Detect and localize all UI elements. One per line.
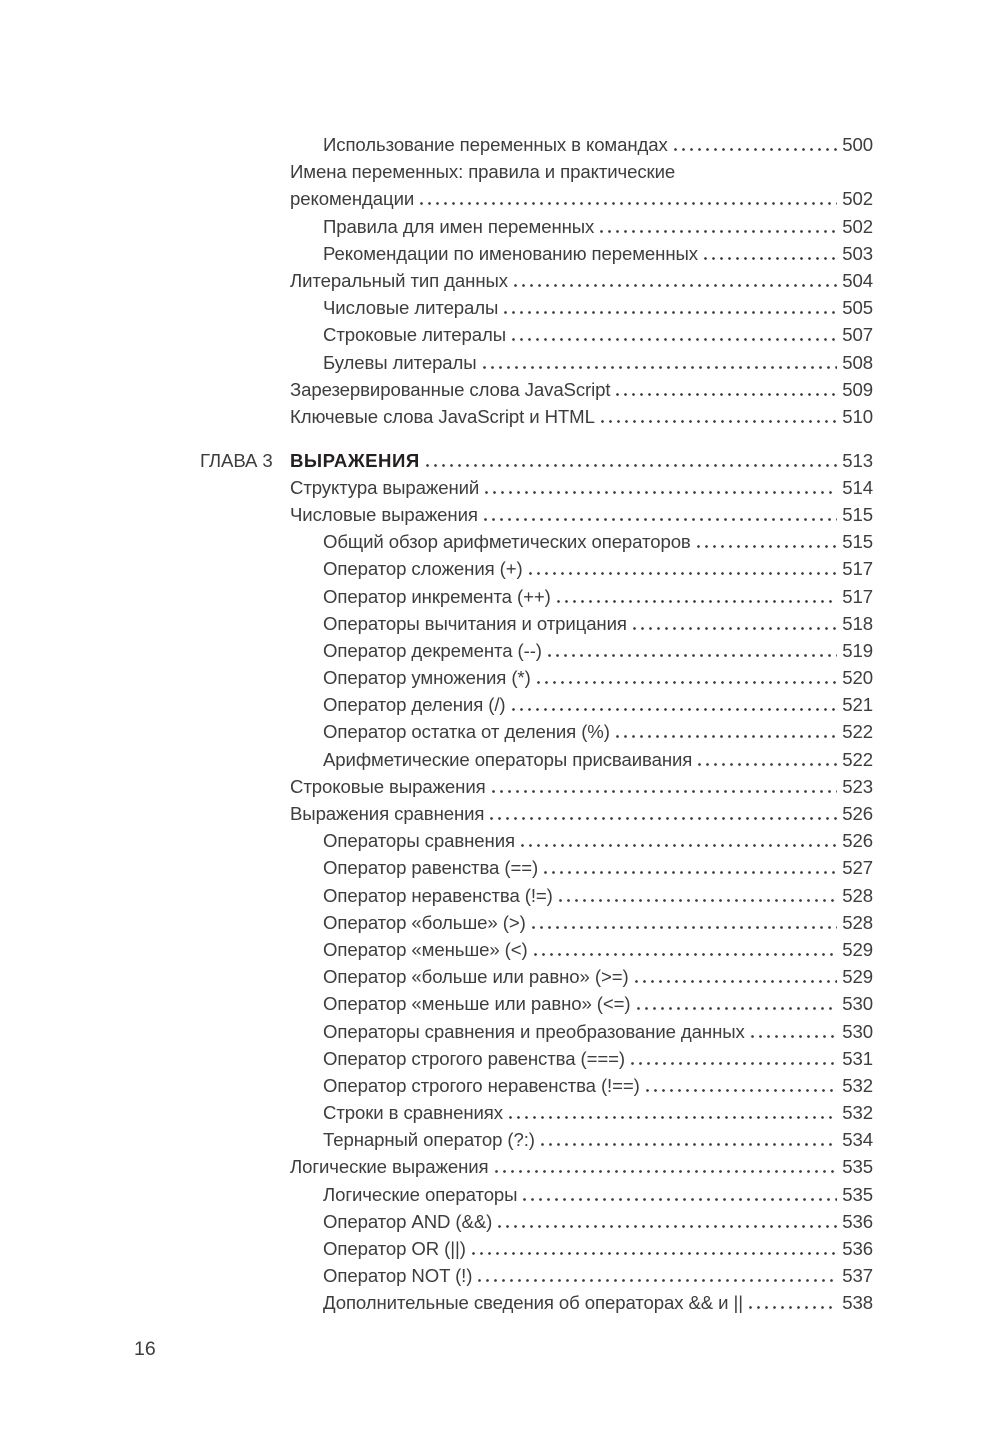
entry-title: Зарезервированные слова JavaScript bbox=[290, 378, 611, 400]
entry-page: 522 bbox=[842, 748, 873, 770]
toc-row bbox=[200, 403, 873, 430]
toc-row bbox=[200, 963, 873, 990]
dot-leader bbox=[541, 1143, 837, 1146]
entry-title: Общий обзор арифметических операторов bbox=[323, 531, 691, 553]
entry-title: Операторы вычитания и отрицания bbox=[323, 612, 627, 634]
dot-leader bbox=[616, 393, 837, 396]
toc-row bbox=[200, 691, 873, 718]
dot-leader bbox=[616, 735, 837, 738]
entry-title: Оператор «больше» (>) bbox=[323, 911, 526, 933]
entry-title: Оператор OR (||) bbox=[323, 1238, 466, 1259]
entry-title: Тернарный оператор (?:) bbox=[323, 1129, 535, 1151]
entry-title: Оператор NOT (!) bbox=[323, 1265, 473, 1287]
entry-page: 535 bbox=[842, 1183, 873, 1205]
entry-title: Использование переменных в командах bbox=[323, 134, 668, 155]
entry-page: 536 bbox=[842, 1210, 873, 1232]
dot-leader bbox=[509, 1116, 837, 1119]
dot-leader bbox=[534, 953, 837, 956]
page-number: 16 bbox=[134, 1338, 156, 1360]
entry-page: 532 bbox=[842, 1074, 873, 1096]
toc-row bbox=[200, 1018, 873, 1045]
dot-leader bbox=[635, 980, 837, 983]
dot-leader bbox=[484, 518, 837, 521]
toc-row bbox=[200, 1126, 873, 1153]
entry-title: ВЫРАЖЕНИЯ bbox=[290, 449, 420, 471]
dot-leader bbox=[512, 338, 837, 341]
entry-title: Строковые литералы bbox=[323, 324, 507, 346]
toc-list bbox=[200, 131, 873, 1317]
entry-title: Оператор неравенства (!=) bbox=[323, 884, 553, 906]
dot-leader bbox=[544, 871, 837, 874]
entry-title: Операторы сравнения и преобразование данных bbox=[323, 1020, 745, 1042]
entry-page: 514 bbox=[842, 476, 873, 498]
entry-page: 537 bbox=[842, 1265, 873, 1287]
dot-leader bbox=[529, 572, 837, 575]
entry-page: 526 bbox=[842, 803, 873, 824]
toc-row bbox=[200, 664, 873, 691]
entry-title: Оператор «меньше» (<) bbox=[323, 938, 528, 960]
toc-row bbox=[200, 1235, 873, 1262]
entry-title: Оператор строгого равенства (===) bbox=[323, 1047, 625, 1069]
dot-leader bbox=[601, 420, 837, 423]
entry-title: Числовые литералы bbox=[323, 297, 499, 319]
entry-title: Оператор сложения (+) bbox=[323, 558, 523, 580]
entry-title: Оператор AND (&&) bbox=[323, 1210, 493, 1232]
entry-title: Правила для имен переменных bbox=[323, 215, 595, 237]
entry-page: 520 bbox=[842, 667, 873, 689]
dot-leader bbox=[704, 257, 837, 260]
dot-leader bbox=[495, 1170, 838, 1173]
entry-title: Оператор «больше или равно» (>=) bbox=[323, 966, 629, 988]
entry-page: 504 bbox=[842, 269, 873, 291]
entry-page: 529 bbox=[842, 966, 873, 988]
entry-title: Оператор строгого неравенства (!==) bbox=[323, 1074, 640, 1096]
toc-row bbox=[200, 1153, 873, 1180]
toc-row bbox=[200, 827, 873, 854]
dot-leader bbox=[600, 230, 837, 233]
entry-page: 508 bbox=[842, 351, 873, 373]
entry-page: 523 bbox=[842, 775, 873, 797]
entry-page: 538 bbox=[842, 1292, 873, 1314]
entry-title: Оператор равенства (==) bbox=[323, 857, 539, 879]
dot-leader bbox=[749, 1306, 837, 1309]
entry-page: 515 bbox=[842, 531, 873, 553]
entry-page: 528 bbox=[842, 911, 873, 933]
toc-row bbox=[200, 773, 873, 800]
entry-title: Оператор деления (/) bbox=[323, 694, 506, 716]
entry-page: 530 bbox=[842, 1020, 873, 1042]
entry-title: Числовые выражения bbox=[290, 503, 478, 525]
toc-row bbox=[200, 800, 873, 827]
toc-row bbox=[200, 990, 873, 1017]
toc-row bbox=[200, 240, 873, 267]
entry-page: 526 bbox=[842, 830, 873, 852]
entry-page: 521 bbox=[842, 694, 873, 716]
dot-leader bbox=[426, 464, 837, 467]
entry-page: 518 bbox=[842, 612, 873, 634]
toc-row bbox=[200, 936, 873, 963]
entry-title: Имена переменных: правила и практические bbox=[290, 161, 676, 183]
toc-row bbox=[200, 474, 873, 501]
entry-page: 531 bbox=[842, 1047, 873, 1069]
dot-leader bbox=[631, 1062, 837, 1065]
toc-row bbox=[200, 185, 873, 212]
toc-row bbox=[200, 1099, 873, 1126]
entry-page: 500 bbox=[842, 134, 873, 155]
dot-leader bbox=[521, 844, 837, 847]
dot-leader bbox=[537, 681, 837, 684]
toc-row bbox=[200, 718, 873, 745]
entry-page: 536 bbox=[842, 1238, 873, 1259]
entry-title: Рекомендации по именованию переменных bbox=[323, 242, 698, 264]
toc-row bbox=[200, 158, 873, 185]
entry-title: Строки в сравнениях bbox=[323, 1102, 503, 1124]
entry-page: 502 bbox=[842, 215, 873, 237]
entry-page: 532 bbox=[842, 1102, 873, 1124]
entry-page: 505 bbox=[842, 297, 873, 319]
entry-title: Дополнительные сведения об операторах && и || bbox=[323, 1292, 743, 1314]
toc-row bbox=[200, 854, 873, 881]
dot-leader bbox=[559, 899, 837, 902]
dot-leader bbox=[490, 817, 837, 820]
entry-page: 502 bbox=[842, 188, 873, 210]
toc-row bbox=[200, 294, 873, 321]
toc-row bbox=[200, 528, 873, 555]
entry-page: 507 bbox=[842, 324, 873, 346]
dot-leader bbox=[532, 926, 837, 929]
dot-leader bbox=[492, 790, 837, 793]
toc-row bbox=[200, 746, 873, 773]
dot-leader bbox=[485, 491, 837, 494]
entry-page: 530 bbox=[842, 993, 873, 1015]
dot-leader bbox=[523, 1198, 837, 1201]
toc-row bbox=[200, 555, 873, 582]
entry-title: Операторы сравнения bbox=[323, 830, 515, 852]
entry-page: 509 bbox=[842, 378, 873, 400]
entry-page: 510 bbox=[842, 405, 873, 427]
entry-title: Логические выражения bbox=[290, 1156, 489, 1178]
dot-leader bbox=[674, 148, 837, 151]
dot-leader bbox=[514, 284, 837, 287]
toc-row bbox=[200, 213, 873, 240]
entry-page: 522 bbox=[842, 721, 873, 743]
toc-row bbox=[200, 1289, 873, 1316]
dot-leader bbox=[557, 600, 837, 603]
dot-leader bbox=[637, 1007, 837, 1010]
toc-row bbox=[200, 131, 873, 158]
dot-leader bbox=[498, 1225, 837, 1228]
entry-title: Ключевые слова JavaScript и HTML bbox=[290, 405, 595, 427]
toc-row bbox=[200, 583, 873, 610]
entry-page: 513 bbox=[842, 449, 873, 471]
entry-title: Булевы литералы bbox=[323, 351, 477, 373]
entry-page: 527 bbox=[842, 857, 873, 879]
chapter-label: ГЛАВА 3 bbox=[200, 449, 273, 471]
dot-leader bbox=[420, 202, 837, 205]
entry-page: 535 bbox=[842, 1156, 873, 1178]
dot-leader bbox=[483, 366, 837, 369]
entry-title: Оператор «меньше или равно» (<=) bbox=[323, 993, 631, 1015]
toc-row bbox=[200, 267, 873, 294]
entry-page: 519 bbox=[842, 639, 873, 661]
dot-leader bbox=[548, 654, 837, 657]
entry-page: 517 bbox=[842, 585, 873, 607]
entry-title: Литеральный тип данных bbox=[290, 269, 508, 291]
toc-row bbox=[200, 501, 873, 528]
dot-leader bbox=[751, 1035, 837, 1038]
entry-title: Оператор умножения (*) bbox=[323, 667, 531, 689]
entry-title: Оператор инкремента (++) bbox=[323, 585, 551, 607]
toc-row bbox=[200, 610, 873, 637]
dot-leader bbox=[698, 763, 837, 766]
toc-row bbox=[200, 637, 873, 664]
toc-row bbox=[200, 349, 873, 376]
toc-row bbox=[200, 1262, 873, 1289]
entry-title: Арифметические операторы присваивания bbox=[323, 748, 693, 770]
entry-page: 529 bbox=[842, 938, 873, 960]
entry-title: Оператор остатка от деления (%) bbox=[323, 721, 610, 743]
entry-page: 515 bbox=[842, 503, 873, 525]
entry-title: Строковые выражения bbox=[290, 775, 486, 797]
entry-title: Логические операторы bbox=[323, 1183, 518, 1205]
dot-leader bbox=[504, 311, 837, 314]
toc-row bbox=[200, 1045, 873, 1072]
toc-row bbox=[200, 447, 873, 474]
dot-leader bbox=[646, 1089, 837, 1092]
entry-title: Выражения сравнения bbox=[290, 803, 485, 824]
toc-row bbox=[200, 1208, 873, 1235]
dot-leader bbox=[472, 1252, 837, 1255]
entry-page: 534 bbox=[842, 1129, 873, 1151]
entry-page: 528 bbox=[842, 884, 873, 906]
toc-row bbox=[200, 882, 873, 909]
entry-title: рекомендации bbox=[290, 188, 415, 210]
dot-leader bbox=[697, 545, 837, 548]
dot-leader bbox=[633, 627, 837, 630]
toc-row bbox=[200, 376, 873, 403]
dot-leader bbox=[478, 1279, 837, 1282]
toc-row bbox=[200, 909, 873, 936]
toc-row bbox=[200, 1072, 873, 1099]
toc-row bbox=[200, 1181, 873, 1208]
entry-title: Оператор декремента (--) bbox=[323, 639, 542, 661]
entry-title: Структура выражений bbox=[290, 476, 480, 498]
dot-leader bbox=[512, 708, 837, 711]
toc-row bbox=[200, 321, 873, 348]
entry-page: 503 bbox=[842, 242, 873, 264]
entry-page: 517 bbox=[842, 558, 873, 580]
